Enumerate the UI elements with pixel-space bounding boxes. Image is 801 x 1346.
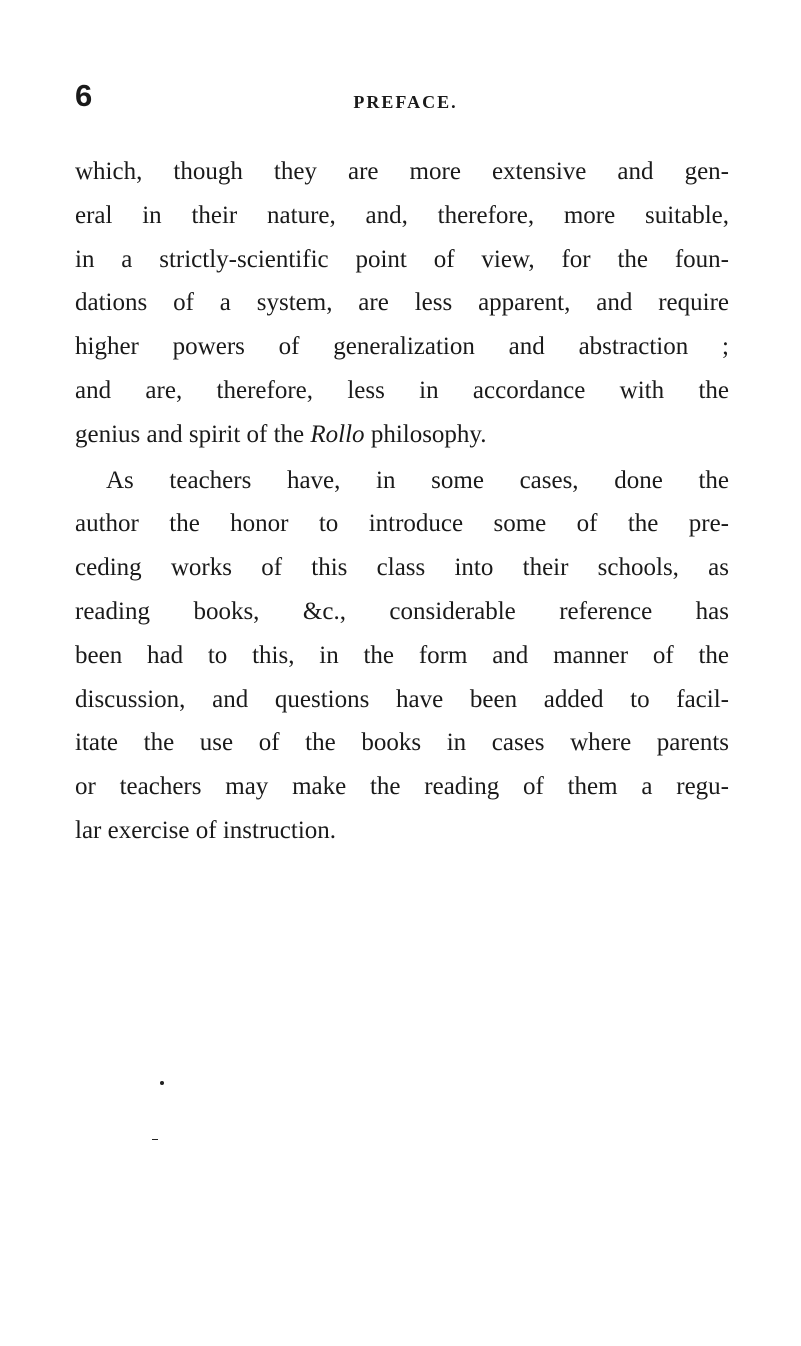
text-line: and are, therefore, less in accordance with the — [75, 376, 729, 404]
text-run: genius and spirit of the — [75, 420, 311, 448]
text-line — [75, 413, 729, 457]
text-line: which, though they are more extensive and gen- — [75, 158, 729, 185]
text-line: As teachers have, in some cases, done the — [106, 466, 729, 494]
text-line: or teachers may make the reading of them a regu- — [75, 773, 729, 801]
text-line: lar exercise of instruction. — [75, 816, 337, 844]
text-line: eral in their nature, and, therefore, more suitable, — [75, 201, 729, 229]
text-line: dations of a system, are less apparent, and require — [75, 289, 729, 317]
text-line: in a strictly-scientific point of view, for the foun- — [75, 245, 729, 273]
text-line: itate the use of the books in cases where parents — [75, 729, 729, 757]
text-line: higher powers of generalization and abstraction ; — [75, 333, 729, 361]
text-line: discussion, and questions have been added to facil- — [75, 685, 729, 713]
text-line: been had to this, in the form and manner of the — [75, 641, 729, 669]
paragraph-2 — [75, 459, 729, 853]
ink-speck — [160, 1081, 164, 1085]
text-line: reading books, &c., considerable reference has — [75, 597, 729, 625]
body-text — [75, 150, 729, 853]
paragraph-1 — [75, 150, 729, 457]
italic-title: Rollo — [310, 420, 365, 448]
page-number: 6 — [75, 78, 93, 113]
running-title: PREFACE. — [353, 92, 458, 112]
text-line: ceding works of this class into their schools, as — [75, 554, 729, 582]
text-line: author the honor to introduce some of the pre- — [75, 510, 729, 538]
text-run: philosophy. — [364, 420, 487, 448]
ink-speck — [152, 1139, 158, 1140]
